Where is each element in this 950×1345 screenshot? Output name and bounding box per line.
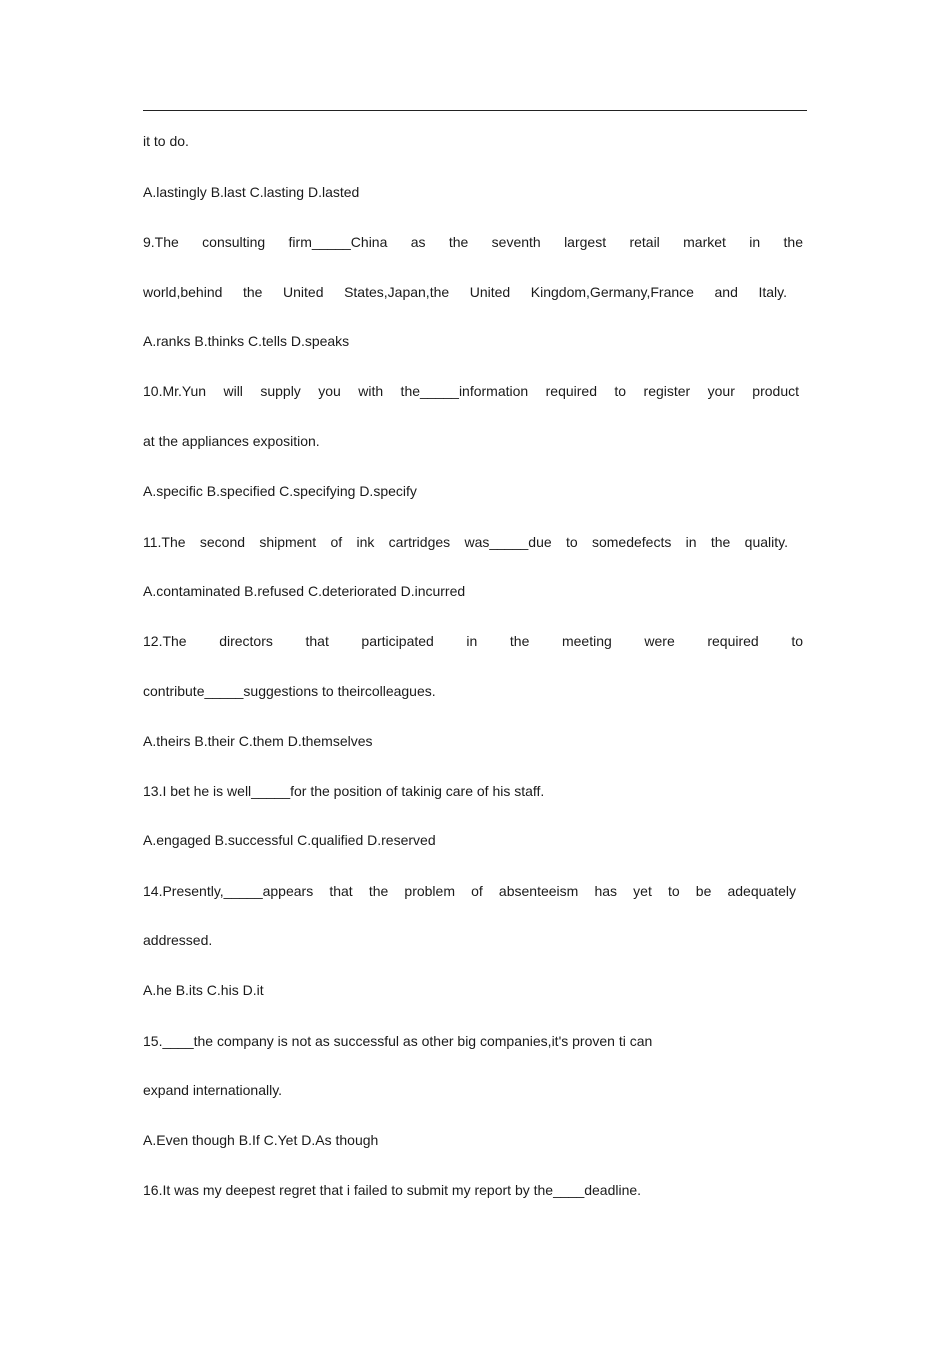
question-16: 16.It was my deepest regret that i failed to submit my report by the____deadline. [143,1182,642,1198]
question-10-line-1: 10.Mr.Yun will supply you with the_____information required to register your product [143,383,799,399]
question-12-line-2: contribute_____suggestions to theircolleagues. [143,683,436,699]
text-line-continuation: it to do. [143,133,189,149]
question-15-line-2: expand internationally. [143,1082,283,1098]
header-rule [143,110,807,111]
question-14-line-2: addressed. [143,932,213,948]
question-10-line-2: at the appliances exposition. [143,433,320,449]
question-14-line-1: 14.Presently,_____appears that the problem of absenteeism has yet to be adequately [143,883,796,899]
answer-options-15: A.Even though B.If C.Yet D.As though [143,1132,379,1148]
question-11: 11.The second shipment of ink cartridges was_____due to somedefects in the quality. [143,534,788,550]
question-9-line-2: world,behind the United States,Japan,the United Kingdom,Germany,France and Italy. [143,284,787,300]
answer-options-13: A.engaged B.successful C.qualified D.reserved [143,832,436,848]
answer-options-9: A.ranks B.thinks C.tells D.speaks [143,333,350,349]
answer-options-12: A.theirs B.their C.them D.themselves [143,733,373,749]
question-13: 13.I bet he is well_____for the position of takinig care of his staff. [143,783,545,799]
question-12-line-1: 12.The directors that participated in the meeting were required to [143,633,803,649]
answer-options-8: A.lastingly B.last C.lasting D.lasted [143,184,360,200]
answer-options-11: A.contaminated B.refused C.deteriorated D.incurred [143,583,466,599]
answer-options-14: A.he B.its C.his D.it [143,982,264,998]
answer-options-10: A.specific B.specified C.specifying D.specify [143,483,417,499]
question-15-line-1: 15.____the company is not as successful as other big companies,it's proven ti can [143,1033,653,1049]
question-9-line-1: 9.The consulting firm_____China as the seventh largest retail market in the [143,234,803,250]
